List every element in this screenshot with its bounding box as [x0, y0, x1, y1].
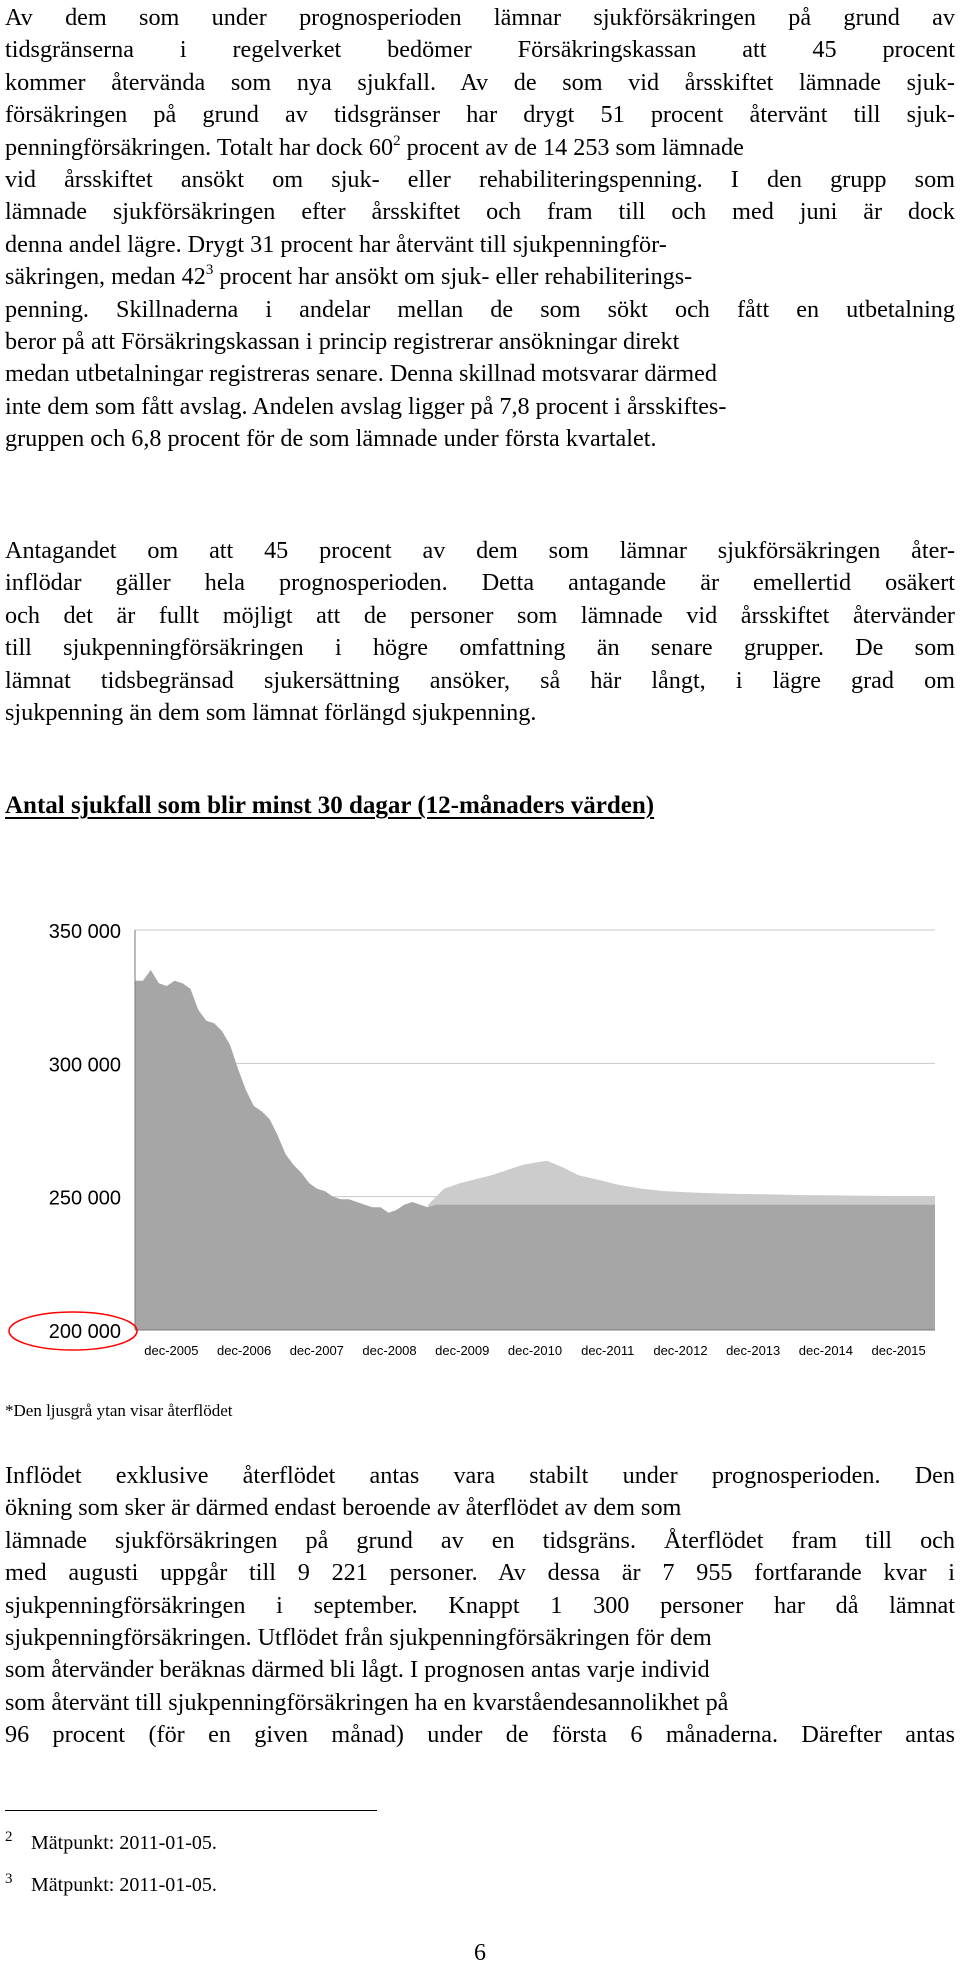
text-line — [5, 261, 955, 293]
text-line: med augusti uppgår till 9 221 personer. Av dessa är 7 955 fortfarande kvar i — [5, 1559, 955, 1587]
text-line: sjukpenningförsäkringen. Utflödet från sjukpenningförsäkringen för dem — [5, 1624, 712, 1652]
page-number: 6 — [474, 1940, 486, 1966]
chart-note: *Den ljusgrå ytan visar återflödet — [5, 1401, 233, 1420]
text-line: medan utbetalningar registreras senare. Denna skillnad motsvarar därmed — [5, 360, 717, 388]
x-tick-label: dec-2011 — [581, 1343, 635, 1358]
x-tick-label: dec-2007 — [289, 1343, 344, 1358]
y-tick-label: 250 000 — [48, 1187, 121, 1210]
paragraph-1 — [5, 2, 955, 456]
text-line: inte dem som fått avslag. Andelen avslag ligger på 7,8 procent i årsskiftes- — [5, 392, 727, 420]
text-segment: säkringen, medan 42 — [5, 263, 206, 291]
x-tick-label: dec-2012 — [653, 1343, 708, 1358]
text-segment: procent har ansökt om sjuk- eller rehabiliterings- — [213, 263, 693, 291]
text-line: som återvänder beräknas därmed bli lågt. I prognosen antas varje individ — [5, 1656, 710, 1684]
text-segment: penningförsäkringen. Totalt har dock 60 — [5, 133, 394, 161]
text-line: försäkringen på grund av tidsgränser har drygt 51 procent återvänt till sjuk- — [5, 101, 955, 129]
x-tick-label: dec-2008 — [362, 1343, 417, 1358]
text-segment: procent av de 14 253 som lämnade — [400, 133, 744, 161]
text-line: ökning som sker är därmed endast beroende av återflödet av dem som — [5, 1494, 682, 1522]
text-line — [5, 132, 955, 164]
area-chart — [0, 880, 960, 1360]
x-tick-label: dec-2010 — [507, 1343, 563, 1358]
text-line: penning. Skillnaderna i andelar mellan de som sökt och fått en utbetalning — [5, 295, 955, 323]
text-line: lämnat tidsbegränsad sjukersättning ansöker, så här långt, i lägre grad om — [5, 666, 955, 694]
text-line: gruppen och 6,8 procent för de som lämnade under första kvartalet. — [5, 425, 657, 453]
text-line: sjukpenningförsäkringen i september. Knappt 1 300 personer har då lämnat — [5, 1591, 955, 1619]
text-line: 96 procent (för en given månad) under de första 6 månaderna. Därefter antas — [5, 1721, 955, 1749]
x-tick-label: dec-2005 — [144, 1343, 199, 1358]
text-line: Antagandet om att 45 procent av dem som lämnar sjukförsäkringen åter- — [5, 537, 955, 564]
text-line: och det är fullt möjligt att de personer som lämnade vid årsskiftet återvänder — [5, 601, 955, 629]
footnote-ref-2[interactable]: 2 — [393, 132, 401, 149]
text-line: vid årsskiftet ansökt om sjuk- eller rehabiliteringspenning. I den grupp som — [5, 166, 955, 194]
x-tick-label: dec-2015 — [871, 1343, 926, 1358]
footnote-divider — [5, 1810, 377, 1811]
text-line: Av dem som under prognosperioden lämnar sjukförsäkringen på grund av — [5, 4, 955, 31]
text-line: kommer återvända som nya sjukfall. Av de som vid årsskiftet lämnade sjuk- — [5, 68, 955, 96]
base-area — [135, 970, 935, 1330]
text-line: lämnade sjukförsäkringen efter årsskiftet och fram till och med juni är dock — [5, 198, 955, 226]
paragraph-3 — [5, 1460, 955, 1752]
y-tick-label: 300 000 — [48, 1054, 121, 1077]
footnote-text: Mätpunkt: 2011-01-05. — [31, 1832, 217, 1854]
text-line: tidsgränserna i regelverket bedömer Försäkringskassan att 45 procent — [5, 36, 955, 64]
chart-container — [0, 880, 960, 1360]
footnote-3: 3 Mätpunkt: 2011-01-05. — [5, 1871, 217, 1896]
text-line: inflödar gäller hela prognosperioden. Detta antagande är emellertid osäkert — [5, 569, 955, 597]
footnote-ref-3[interactable]: 3 — [205, 262, 214, 279]
footnote-2: 2 Mätpunkt: 2011-01-05. — [5, 1829, 217, 1854]
text-line: som återvänt till sjukpenningförsäkringen ha en kvarståendesannolikhet på — [5, 1688, 729, 1716]
text-line: sjukpenning än dem som lämnat förlängd sjukpenning. — [5, 699, 537, 727]
x-tick-label: dec-2006 — [216, 1343, 272, 1358]
text-line: denna andel lägre. Drygt 31 procent har återvänt till sjukpenningför- — [5, 230, 667, 258]
footnote-text: Mätpunkt: 2011-01-05. — [31, 1874, 217, 1896]
x-tick-label: dec-2014 — [798, 1343, 854, 1358]
y-tick-label: 200 000 — [48, 1321, 121, 1343]
text-line: lämnade sjukförsäkringen på grund av en tidsgräns. Återflödet fram till och — [5, 1526, 955, 1554]
x-tick-label: dec-2009 — [435, 1343, 490, 1358]
paragraph-2 — [5, 535, 955, 729]
text-line: beror på att Försäkringskassan i princip registrerar ansökningar direkt — [5, 328, 680, 356]
chart-heading: Antal sjukfall som blir minst 30 dagar (12-månaders värden) — [5, 792, 655, 819]
y-tick-label: 350 000 — [48, 921, 121, 943]
x-tick-label: dec-2013 — [726, 1343, 781, 1358]
text-line: Inflödet exklusive återflödet antas vara stabilt under prognosperioden. Den — [5, 1462, 955, 1489]
text-line: till sjukpenningförsäkringen i högre omfattning än senare grupper. De som — [5, 634, 955, 662]
